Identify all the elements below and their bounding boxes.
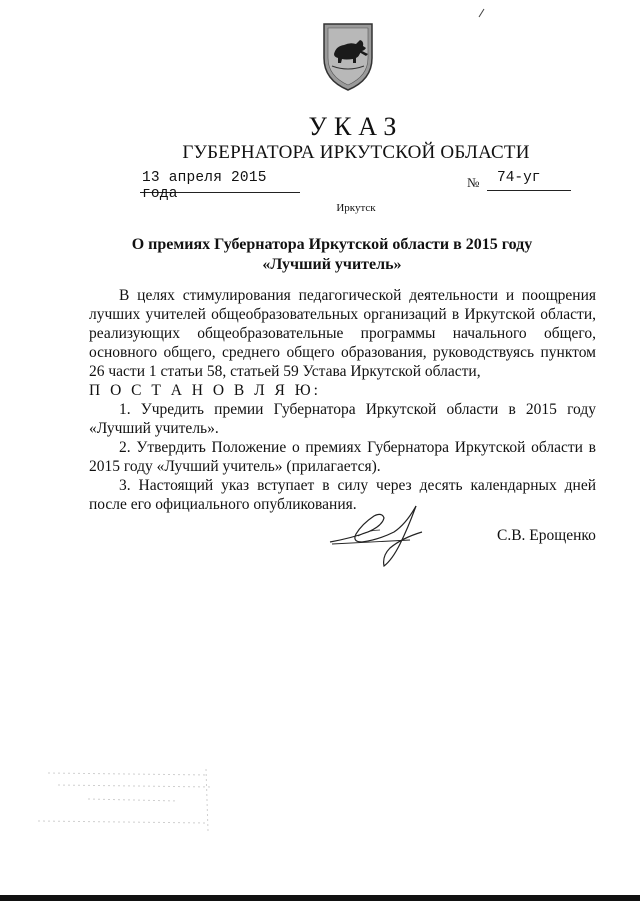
intro-paragraph: В целях стимулирования педагогической деятельности и поощрения лучших учителей общеобразовательных организаций в Иркутской области, реализующих общеобразовательные программы начального общего, основного общего, среднего общего образования, руководствуясь пунктом 26 части 1 статьи 58, статьей 59 Устава Иркутской области, (89, 287, 596, 380)
signer-name: С.В. Ерощенко (497, 527, 596, 544)
decree-date: 13 апреля 2015 года (142, 170, 267, 202)
faint-stamp-marks (28, 765, 218, 835)
item-3: 3. Настоящий указ вступает в силу через десять календарных дней после его официального опубликования. (89, 477, 596, 513)
handwritten-signature (322, 498, 442, 570)
scan-mark (478, 8, 486, 18)
item-2: 2. Утвердить Положение о премиях Губернатора Иркутской области в 2015 году «Лучший учитель» (прилагается). (89, 439, 596, 475)
document-type-title: УКАЗ (308, 112, 404, 141)
item-1: 1. Учредить премии Губернатора Иркутской области в 2015 году «Лучший учитель». (89, 401, 596, 437)
heading-line-2: «Лучший учитель» (262, 256, 402, 273)
city-name: Иркутск (336, 202, 376, 214)
number-field (487, 170, 571, 191)
document-heading (120, 235, 544, 275)
decree-number: 74-уг (497, 170, 541, 186)
number-label: № (467, 175, 480, 190)
scan-edge-bar (0, 895, 640, 901)
date-field (140, 170, 300, 202)
issuer-title: ГУБЕРНАТОРА ИРКУТСКОЙ ОБЛАСТИ (182, 142, 530, 163)
decree-word: П О С Т А Н О В Л Я Ю: (89, 382, 321, 399)
document-body (89, 286, 596, 514)
coat-of-arms-icon (320, 20, 376, 92)
heading-line-1: О премиях Губернатора Иркутской области в 2015 году (131, 236, 533, 253)
